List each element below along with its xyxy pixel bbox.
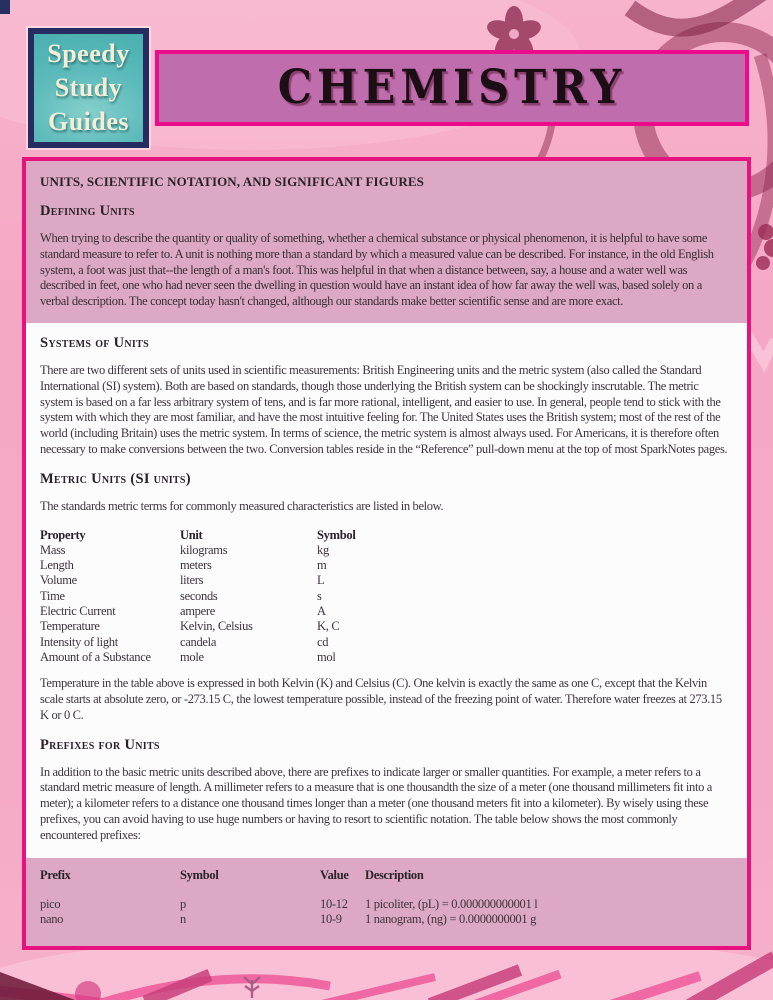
metric-units-heading: Metric Units (SI units) <box>40 470 191 487</box>
prefix-header-value: Value <box>320 867 349 882</box>
table-cell: Intensity of light <box>40 634 118 649</box>
content-panel <box>22 157 751 950</box>
table-cell: kilograms <box>180 542 228 557</box>
prefix-table <box>40 868 730 928</box>
prefix-header-symbol: Symbol <box>180 867 219 882</box>
table-cell: Electric Current <box>40 604 116 619</box>
speedy-study-guides-logo <box>28 28 149 148</box>
prefix-header-prefix: Prefix <box>40 867 71 882</box>
table-row <box>40 650 730 665</box>
prefix-table-header-row <box>40 868 730 883</box>
table-cell: meters <box>180 558 212 573</box>
table-cell: mol <box>317 649 336 664</box>
si-header-unit: Unit <box>180 527 203 542</box>
table-cell: A <box>317 604 326 619</box>
prefixes-heading: Prefixes for Units <box>40 736 160 753</box>
table-cell: K, C <box>317 619 340 634</box>
si-header-property: Property <box>40 527 86 542</box>
table-cell: p <box>180 896 186 911</box>
table-cell: mole <box>180 649 204 664</box>
table-cell: cd <box>317 634 329 649</box>
table-cell: 10-12 <box>320 896 348 911</box>
systems-of-units-heading: Systems of Units <box>40 334 149 351</box>
logo-line-2: Study <box>54 73 123 102</box>
corner-mark <box>0 0 10 14</box>
table-cell: Temperature <box>40 619 100 634</box>
systems-of-units-paragraph: There are two different sets of units used in scientific measurements: British Engineering units and the metric system (also called the Standard International (SI) system). Both are based on standards, though those underlying the British system can be shockingly inscrutable. The metric system is based on a far less arbitrary system of tens, and is far more rational, intelligent, and easier to use. In general, people tend to stick with the system with which they are most familiar, and have the most intuitive feeling for. The United States uses the British system; most of the rest of the world (including Britain) uses the metric system. In terms of science, the metric system is almost always used. For Americans, it is therefore often necessary to make conversions between the two. Conversion tables reside in the “Reference” pull-down menu at the top of most SparkNotes pages. <box>40 362 728 456</box>
table-cell: Length <box>40 558 74 573</box>
table-row <box>40 897 730 912</box>
table-cell: Volume <box>40 573 77 588</box>
table-cell: Kelvin, Celsius <box>180 619 253 634</box>
table-row <box>40 635 730 650</box>
table-cell: 1 picoliter, (pL) = 0.000000000001 l <box>365 896 538 911</box>
table-row <box>40 912 730 927</box>
table-cell: candela <box>180 634 217 649</box>
prefixes-paragraph: In addition to the basic metric units described above, there are prefixes to indicate larger or smaller quantities. For example, a meter refers to a standard metric measure of length. A millimeter refers to a measure that is one thousandth the size of a meter (one thousand millimeters fit into a meter); a kilometer refers to a distance one thousand times longer than a meter (one thousand meters fit into a kilometer). By wisely using these prefixes, you can avoid having to use huge numbers or having to resort to scientific notation. The table below shows the most commonly encountered prefixes: <box>40 764 712 842</box>
section-prefix-table <box>26 858 747 946</box>
table-cell: kg <box>317 542 329 557</box>
table-cell: Time <box>40 588 65 603</box>
table-cell: 1 nanogram, (ng) = 0.0000000001 g <box>365 912 537 927</box>
defining-units-heading: Defining Units <box>40 203 135 219</box>
main-heading: UNITS, SCIENTIFIC NOTATION, AND SIGNIFICANT FIGURES <box>40 174 424 189</box>
section-systems-and-metric <box>26 323 747 858</box>
si-header-symbol: Symbol <box>317 527 356 542</box>
defining-units-paragraph: When trying to describe the quantity or quality of something, whether a chemical substance or physical phenomenon, it is helpful to have some standard measure to refer to. A unit is nothing more than a standard by which a measured value can be described. For instance, in the old English system, a foot was just that--the length of a man's foot. This was helpful in that when a distance between, say, a house and a water well was described in feet, one who had never seen the dwelling in question would have an instant idea of how far away the well was, based solely on a verbal description. The concept today hasn't changed, although our standards make better scientific sense and are more exact. <box>40 231 714 309</box>
title-banner <box>155 50 749 126</box>
page-title: CHEMISTRY <box>277 61 627 115</box>
logo-line-3: Guides <box>47 107 130 136</box>
logo-line-1: Speedy <box>47 39 130 68</box>
temperature-note: Temperature in the table above is expressed in both Kelvin (K) and Celsius (C). One kelvin is exactly the same as one C, except that the Kelvin scale starts at absolute zero, or -273.15 C, the lowest temperature possible, instead of the freezing point of water. Therefore water freezes at 273.15 K or 0 C. <box>40 676 722 722</box>
table-cell: nano <box>40 912 64 927</box>
prefix-header-description: Description <box>365 867 424 882</box>
metric-units-intro: The standards metric terms for commonly measured characteristics are listed in below. <box>40 498 444 513</box>
table-cell: liters <box>180 573 204 588</box>
si-units-table <box>40 528 730 666</box>
table-row <box>40 573 730 588</box>
table-cell: m <box>317 558 327 573</box>
table-spacer <box>40 883 730 897</box>
table-cell: L <box>317 573 325 588</box>
table-row <box>40 543 730 558</box>
table-cell: Amount of a Substance <box>40 649 151 664</box>
table-row <box>40 589 730 604</box>
si-table-header-row <box>40 528 730 543</box>
table-cell: seconds <box>180 588 218 603</box>
section-defining-units <box>26 161 747 323</box>
table-cell: s <box>317 588 322 603</box>
table-row <box>40 619 730 634</box>
table-cell: Mass <box>40 542 66 557</box>
table-row <box>40 604 730 619</box>
table-cell: ampere <box>180 604 215 619</box>
table-cell: pico <box>40 896 61 911</box>
table-cell: 10-9 <box>320 912 342 927</box>
table-cell: n <box>180 912 186 927</box>
table-row <box>40 558 730 573</box>
